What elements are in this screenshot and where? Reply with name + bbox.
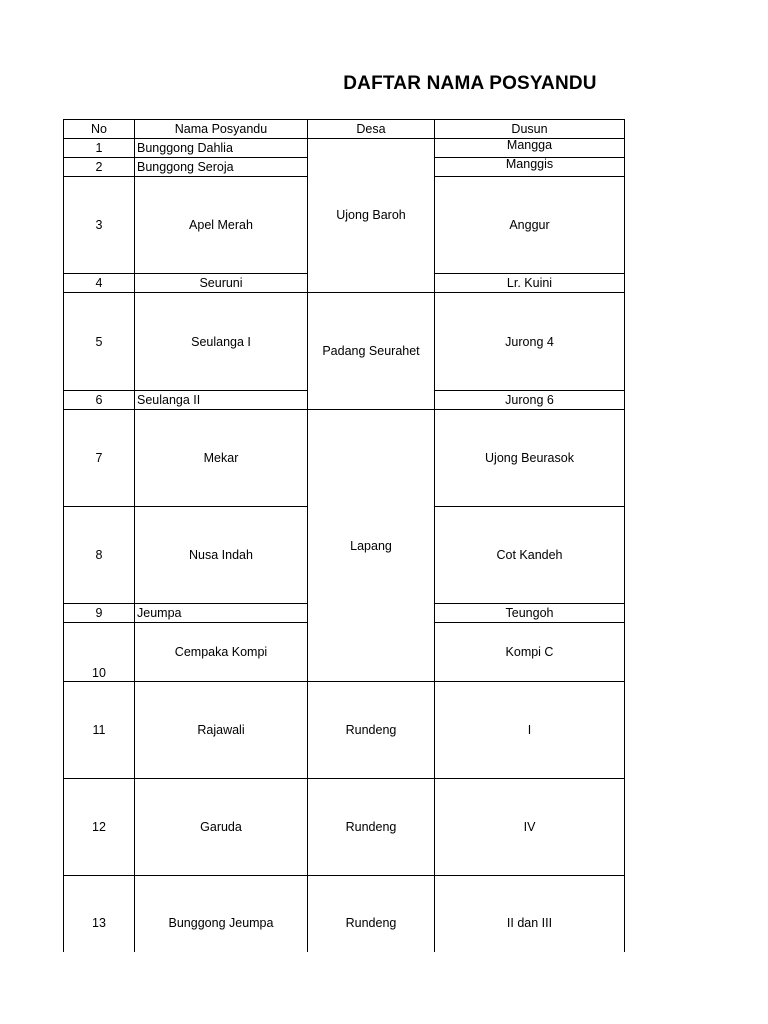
row-no: 4 [95, 276, 103, 290]
row-nama: Cempaka Kompi [174, 645, 268, 659]
row-dusun: Kompi C [505, 645, 554, 659]
row-dusun: I [527, 723, 532, 737]
row-nama: Nusa Indah [189, 548, 253, 562]
desa-cell: Lapang [350, 538, 392, 553]
desa-cell: Rundeng [345, 915, 397, 930]
row-dusun: Teungoh [505, 606, 554, 620]
row-no: 8 [95, 548, 103, 562]
row-nama: Jeumpa [137, 606, 182, 620]
row-dusun: II dan III [506, 915, 553, 930]
row-nama: Garuda [200, 820, 242, 834]
row-dusun: Jurong 4 [505, 334, 554, 349]
row-dusun: IV [523, 820, 536, 834]
row-dusun: Ujong Beurasok [485, 451, 574, 465]
row-dusun: Cot Kandeh [496, 548, 563, 562]
row-nama: Mekar [203, 451, 239, 465]
row-no: 11 [92, 723, 106, 737]
row-no: 9 [95, 606, 103, 620]
desa-cell: Padang Seurahet [322, 344, 420, 358]
row-dusun: Mangga [506, 138, 553, 152]
row-no: 12 [92, 820, 106, 834]
row-dusun: Anggur [509, 218, 550, 232]
row-no: 2 [95, 160, 103, 174]
page-title: DAFTAR NAMA POSYANDU [343, 73, 597, 94]
desa-cell: Rundeng [345, 723, 397, 737]
header-dusun: Dusun [511, 122, 548, 136]
row-dusun: Manggis [505, 157, 554, 171]
row-nama: Seulanga I [191, 334, 251, 349]
row-no: 1 [95, 141, 103, 155]
row-nama: Seuruni [199, 276, 243, 290]
row-no: 6 [95, 393, 103, 407]
row-nama: Bunggong Jeumpa [168, 915, 274, 930]
row-no: 10 [92, 666, 106, 680]
row-nama: Seulanga II [137, 393, 201, 407]
header-nama-posyandu: Nama Posyandu [174, 122, 268, 136]
row-dusun: Jurong 6 [505, 393, 554, 407]
row-dusun: Lr. Kuini [506, 276, 553, 290]
row-no: 13 [92, 915, 106, 930]
row-no: 5 [95, 334, 103, 349]
row-nama: Apel Merah [189, 218, 253, 232]
header-desa: Desa [356, 122, 386, 136]
row-no: 3 [95, 218, 103, 232]
desa-cell: Ujong Baroh [336, 207, 406, 222]
row-nama: Bunggong Seroja [137, 160, 234, 174]
desa-cell: Rundeng [345, 820, 397, 834]
row-nama: Bunggong Dahlia [137, 141, 233, 155]
row-nama: Rajawali [197, 723, 245, 737]
header-no: No [91, 122, 107, 136]
row-no: 7 [95, 451, 103, 465]
